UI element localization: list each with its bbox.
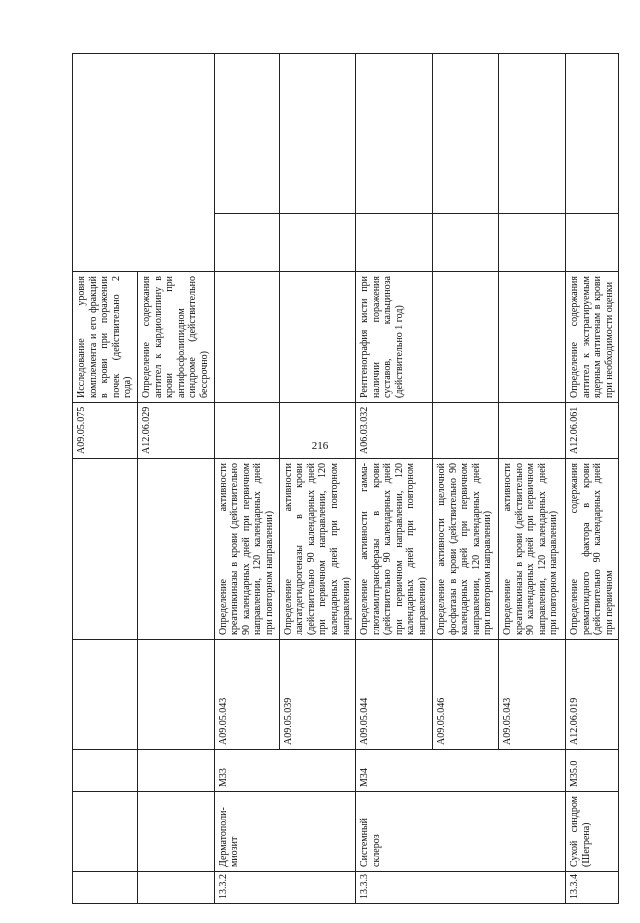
icd-code-cell [73,750,138,792]
service-code-cell [433,403,499,459]
page-number: 216 [311,440,329,452]
diagnosis-name-cell: Дерматополи-миозит [214,792,356,872]
service-description-cell: Определение содержания антител к кардиолипину в крови при антифосфолипидном синдроме (действительно бессрочно) [137,272,214,403]
lab-description-cell: Определение содержания ревматоидного фактора в крови (действительно 90 календарных дней при первичном [566,459,619,640]
lab-code-cell: A09.05.043 [499,640,566,750]
row-number-cell [137,872,214,904]
lab-code-cell [73,640,138,750]
empty-cell [73,54,215,272]
service-code-cell: A12.06.029 [137,403,214,459]
extra-code-cell [566,214,619,272]
extra-code-cell [356,214,433,272]
extra-code-cell [433,214,499,272]
service-description-cell: Определение содержания антител к экстрагируемым ядерным антигенам в крови при необходимости оценки [566,272,619,403]
icd-code-cell [137,750,214,792]
icd-code-cell: M34 [356,750,566,792]
row-number-cell: 13.3.4 [566,872,619,904]
lab-description-cell [73,459,138,640]
service-code-cell: A09.05.075 [73,403,138,459]
extra-description-cell [214,54,279,214]
rotated-table-wrapper [72,54,615,904]
service-description-cell: Исследование уровня комплемента и его фракций в крови при поражении почек (действительно 2 года) [73,272,138,403]
service-description-cell [214,272,279,403]
service-description-cell: Рентгенография кисти при наличии поражения суставов, кальциноза (действительно 1 год) [356,272,433,403]
lab-description-cell: Определение активности щелочной фосфатазы в крови (действительно 90 календарных дней при первичном направлении, 120 календарных дней при повторном направлении) [433,459,499,640]
lab-code-cell: A09.05.044 [356,640,433,750]
lab-description-cell [137,459,214,640]
extra-description-cell [566,54,619,214]
extra-code-cell [214,214,279,272]
diagnosis-name-cell: Системный склероз [356,792,566,872]
service-description-cell [499,272,566,403]
row-number-cell [73,872,138,904]
extra-code-cell [279,214,356,272]
lab-code-cell: A09.05.039 [279,640,356,750]
lab-description-cell: Определение активности креатинкиназы в крови (действительно 90 календарных дней при первичном направлении, 120 календарных дней при повторном направлении) [499,459,566,640]
extra-description-cell [279,54,356,214]
lab-description-cell: Определение активности лактатдегидрогеназы в крови (действительно 90 календарных дней при первичном направлении, 120 календарных дней при повторном направлении) [279,459,356,640]
table-row [214,54,279,904]
service-code-cell [279,403,356,459]
lab-code-cell: A09.05.046 [433,640,499,750]
diagnosis-name-cell: Сухой синдром (Шегрена) [566,792,619,872]
service-description-cell [279,272,356,403]
row-number-cell: 13.3.2 [214,872,356,904]
extra-description-cell [433,54,499,214]
service-code-cell [499,403,566,459]
table-row [566,54,619,904]
icd-code-cell: M35.0 [566,750,619,792]
lab-description-cell: Определение активности гамма-глютамилтрансферазы в крови (действительно 90 календарных дней при первичном направлении, 120 календарных дней при повторном направлении) [356,459,433,640]
lab-code-cell [137,640,214,750]
lab-description-cell: Определение активности креатинкиназы в крови (действительно 90 календарных дней при первичном направлении, 120 календарных дней при повторном направлении) [214,459,279,640]
service-description-cell [433,272,499,403]
extra-description-cell [499,54,566,214]
service-code-cell: A12.06.061 [566,403,619,459]
diagnosis-name-cell [73,792,138,872]
extra-description-cell [356,54,433,214]
table-row [356,54,433,904]
service-code-cell: A06.03.032 [356,403,433,459]
table-row [73,54,138,904]
diagnosis-name-cell [137,792,214,872]
medical-examination-table [72,53,619,904]
icd-code-cell: M33 [214,750,356,792]
service-code-cell [214,403,279,459]
lab-code-cell: A09.05.043 [214,640,279,750]
lab-code-cell: A12.06.019 [566,640,619,750]
row-number-cell: 13.3.3 [356,872,566,904]
extra-code-cell [499,214,566,272]
